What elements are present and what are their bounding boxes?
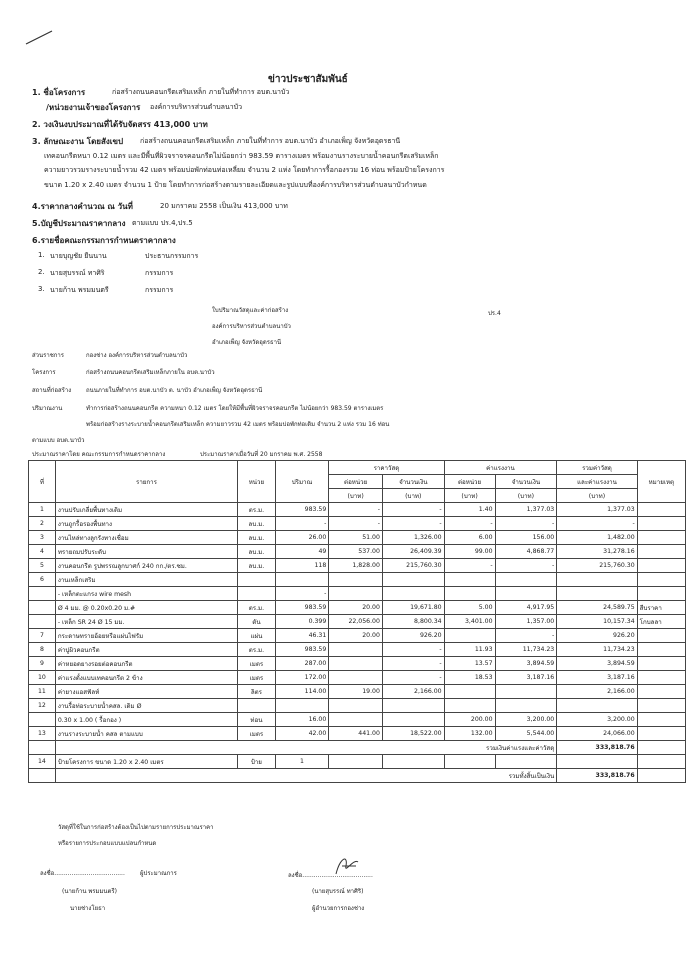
row-unit	[238, 699, 276, 713]
table-row	[29, 615, 686, 629]
item4-label: 4.ราคากลางคำนวณ ณ วันที่	[32, 202, 133, 211]
bom-org: องค์การบริหารส่วนตำบลนาบัว	[212, 323, 291, 330]
row-lu	[444, 573, 495, 587]
row-lu	[444, 629, 495, 643]
grand-total-value: 333,818.76	[557, 769, 637, 783]
row-item: - เหล็ก SR 24 Ø 15 มม.	[55, 615, 237, 629]
row-ma: 26,409.39	[382, 545, 444, 559]
row-t: 215,760.30	[557, 559, 637, 573]
row-ma: 2,166.00	[382, 685, 444, 699]
row-t: 11,734.23	[557, 643, 637, 657]
col-material-unit: ต่อหน่วย	[329, 475, 383, 489]
row-ma: 1,326.00	[382, 531, 444, 545]
table-row	[29, 755, 686, 769]
qty-value: ทำการก่อสร้างถนนคอนกรีต ความหนา 0.12 เมตร โดยให้มีพื้นที่ผิวจราจรคอนกรีต ไม่น้อยกว่า 983.59 ตารางเมตร	[86, 405, 384, 412]
grand-total-row	[29, 769, 686, 783]
table-row	[29, 517, 686, 531]
row-rm	[637, 643, 685, 657]
row-qty: 172.00	[275, 671, 329, 685]
form-code: ปร.4	[488, 310, 501, 317]
row-ma: -	[382, 517, 444, 531]
row-ma: -	[382, 671, 444, 685]
item1-label: 1. ชื่อโครงการ	[32, 88, 86, 97]
bom-district: อำเภอเพ็ญ จังหวัดอุดรธานี	[212, 339, 282, 346]
bom-title: ใบปริมาณวัสดุและค่าก่อสร้าง	[212, 307, 289, 314]
row-t	[557, 699, 637, 713]
item6-label: 6.รายชื่อคณะกรรมการกำหนดราคากลาง	[32, 236, 176, 245]
row-no: 3	[29, 531, 56, 545]
row-item: งานปรับเกลี่ยพื้นทางเดิม	[55, 503, 237, 517]
agency-value: กองช่าง องค์การบริหารส่วนตำบลนาบัว	[86, 352, 188, 359]
row-rm	[637, 657, 685, 671]
col-material-amount: จำนวนเงิน	[382, 475, 444, 489]
row-no	[29, 587, 56, 601]
row-qty: 42.00	[275, 727, 329, 741]
col-remark: หมายเหตุ	[637, 461, 685, 503]
row-lu: 132.00	[444, 727, 495, 741]
row-item: กระดาษทรายอ้อยหรือแผ่นไฟรัม	[55, 629, 237, 643]
row-item: ค่าปูผิวคอนกรีต	[55, 643, 237, 657]
row-t: 3,894.59	[557, 657, 637, 671]
row-rm: สืบราคา	[637, 601, 685, 615]
row-lu	[444, 587, 495, 601]
row-lu: 13.57	[444, 657, 495, 671]
row-qty: -	[275, 517, 329, 531]
row-unit: ตร.ม.	[238, 601, 276, 615]
row-la: 156.00	[495, 531, 557, 545]
col-labor: ค่าแรงงาน	[444, 461, 557, 475]
row-unit	[238, 587, 276, 601]
agency-label: ส่วนราชการ	[32, 352, 65, 359]
subtotal-value: 333,818.76	[557, 741, 637, 755]
row-t	[557, 573, 637, 587]
signature-left-name: (นายก้าน พรมมนตรี)	[62, 888, 117, 895]
row-la: -	[495, 629, 557, 643]
subtotal-row	[29, 741, 686, 755]
row-qty: 287.00	[275, 657, 329, 671]
row-la: 11,734.23	[495, 643, 557, 657]
row-item: ป้ายโครงการ ขนาด 1.20 x 2.40 เมตร	[55, 755, 237, 769]
table-row	[29, 503, 686, 517]
col-no: ที่	[29, 461, 56, 503]
row-la: -	[495, 559, 557, 573]
row-unit: ท่อน	[238, 713, 276, 727]
row-ma: 926.20	[382, 629, 444, 643]
table-row	[29, 629, 686, 643]
grand-total-label: รวมทั้งสิ้นเป็นเงิน	[55, 769, 556, 783]
row-item: ค่ายางแอสฟัลท์	[55, 685, 237, 699]
table-row	[29, 727, 686, 741]
row-t: 3,200.00	[557, 713, 637, 727]
row-unit: ลิตร	[238, 685, 276, 699]
row-no	[29, 601, 56, 615]
table-row	[29, 713, 686, 727]
table-row	[29, 643, 686, 657]
row-item: งานคอนกรีต รูปพรรณลูกบาศก์ 240 กก./ตร.ซม.	[55, 559, 237, 573]
signature-right-position: ผู้อำนวยการกองช่าง	[312, 905, 365, 912]
row-ma: -	[382, 657, 444, 671]
row-unit: ตัน	[238, 615, 276, 629]
col-total: รวมค่าวัสดุ	[557, 461, 637, 475]
row-t: 1,482.00	[557, 531, 637, 545]
row-rm	[637, 671, 685, 685]
row-ma	[382, 699, 444, 713]
table-row	[29, 573, 686, 587]
committee-no: 1.	[38, 251, 45, 259]
row-rm	[637, 517, 685, 531]
committee-name: นายก้าน พรมมนตรี	[50, 286, 109, 294]
row-ma: -	[382, 503, 444, 517]
site-value: ถนนภายในที่ทำการ อบต.นาบัว ต. นาบัว อำเภอเพ็ญ จังหวัดอุดรธานี	[86, 387, 263, 394]
row-la: -	[495, 517, 557, 531]
row-lu: 1.40	[444, 503, 495, 517]
row-unit: ลบ.ม.	[238, 517, 276, 531]
row-lu: 200.00	[444, 713, 495, 727]
signature-right-name: (นายสุบรรณ์ ทาศิริ)	[312, 888, 364, 895]
row-lu: 5.00	[444, 601, 495, 615]
row-no: 13	[29, 727, 56, 741]
row-t: 2,166.00	[557, 685, 637, 699]
table-row	[29, 559, 686, 573]
qty-value-2: พร้อมก่อสร้างรางระบายน้ำคอนกรีตเสริมเหล็ก ความยาวรวม 42 เมตร พร้อมบ่อพักท่อเดิม จำนวน 2 แห่ง รวม 16 ท่อน	[86, 421, 390, 428]
row-unit: เมตร	[238, 657, 276, 671]
row-ma	[382, 587, 444, 601]
col-material: ราคาวัสดุ	[329, 461, 444, 475]
row-no: 4	[29, 545, 56, 559]
col-total-2: และค่าแรงงาน	[557, 475, 637, 489]
row-mu	[329, 657, 383, 671]
row-unit: ป้าย	[238, 755, 276, 769]
row-la	[495, 699, 557, 713]
item4-text: 20 มกราคม 2558 เป็นเงิน 413,000 บาท	[160, 202, 288, 210]
row-t: 24,589.75	[557, 601, 637, 615]
item5-label: 5.บัญชีประมาณราคากลาง	[32, 219, 126, 228]
col-labor-unit: ต่อหน่วย	[444, 475, 495, 489]
row-t: 24,066.00	[557, 727, 637, 741]
row-qty: -	[275, 587, 329, 601]
committee-no: 3.	[38, 285, 45, 293]
estimate-date: ประมาณราคาเมื่อวันที่ 20 มกราคม พ.ศ. 2558	[200, 451, 323, 458]
row-t: -	[557, 517, 637, 531]
qty-label: ปริมาณงาน	[32, 405, 63, 412]
row-rm	[637, 545, 685, 559]
row-rm	[637, 531, 685, 545]
row-lu	[444, 699, 495, 713]
note-2: หรือรายการประกอบแบบแปลนกำหนด	[58, 840, 157, 847]
item2-label: 2. วงเงินงบประมาณที่ได้รับจัดสรร 413,000 บาท	[32, 120, 208, 129]
row-item: - เหล็กตะแกรง wire mesh	[55, 587, 237, 601]
qty-value-3: ตามแบบ อบต.นาบัว	[32, 437, 85, 444]
pen-mark	[24, 28, 54, 48]
row-qty: 26.00	[275, 531, 329, 545]
row-unit: ตร.ม.	[238, 503, 276, 517]
row-unit: เมตร	[238, 671, 276, 685]
col-item: รายการ	[55, 461, 237, 503]
note-1: วัสดุที่ใช้ในการก่อสร้างต้องเป็นไปตามรายการประมาณราคา	[58, 824, 214, 831]
row-lu	[444, 685, 495, 699]
row-rm	[637, 685, 685, 699]
item3-line3: ความยาวรวมรางระบายน้ำรวม 42 เมตร พร้อมบ่อพักท่อนท่อเหลี่ยม จำนวน 2 แห่ง โดยทำการรื้อกองรวม 16 ท่อน พร้อมป้ายโครงการ	[44, 166, 445, 174]
signature-right-label: ลงชื่อ.....................................	[288, 872, 373, 879]
row-no: 5	[29, 559, 56, 573]
row-unit: ลบ.ม.	[238, 531, 276, 545]
row-la	[495, 587, 557, 601]
row-la	[495, 685, 557, 699]
row-la: 1,377.03	[495, 503, 557, 517]
item3-line4: ขนาด 1.20 x 2.40 เมตร จำนวน 1 ป้าย โดยทำการก่อสร้างตามรายละเอียดและรูปแบบที่องค์การบริหารส่วนตำบลนาบัวกำหนด	[44, 181, 427, 189]
row-unit	[238, 573, 276, 587]
row-ma: 8,800.34	[382, 615, 444, 629]
row-rm: โกบลลา	[637, 615, 685, 629]
row-qty: 49	[275, 545, 329, 559]
row-qty: 983.59	[275, 643, 329, 657]
row-mu: -	[329, 517, 383, 531]
baht-label: (บาท)	[444, 489, 495, 503]
row-ma: 215,760.30	[382, 559, 444, 573]
row-qty: 16.00	[275, 713, 329, 727]
row-item: งานถูกรื้อรองพื้นทาง	[55, 517, 237, 531]
row-mu: 19.00	[329, 685, 383, 699]
baht-label: (บาท)	[495, 489, 557, 503]
col-labor-amount: จำนวนเงิน	[495, 475, 557, 489]
row-no: 12	[29, 699, 56, 713]
row-qty: 1	[275, 755, 329, 769]
row-item: งานรางระบายน้ำ คสล ตามแบบ	[55, 727, 237, 741]
table-row	[29, 601, 686, 615]
row-t: 10,157.34	[557, 615, 637, 629]
row-lu: 11.93	[444, 643, 495, 657]
row-mu	[329, 643, 383, 657]
row-no: 2	[29, 517, 56, 531]
col-qty: ปริมาณ	[275, 461, 329, 503]
row-item: ทรายถมปรับระดับ	[55, 545, 237, 559]
row-no: 7	[29, 629, 56, 643]
row-mu: -	[329, 503, 383, 517]
row-qty	[275, 573, 329, 587]
site-label: สถานที่ก่อสร้าง	[32, 387, 72, 394]
item1-text: ก่อสร้างถนนคอนกรีตเสริมเหล็ก ภายในที่ทำการ อบต.นาบัว	[112, 88, 290, 96]
row-la: 3,187.16	[495, 671, 557, 685]
baht-label: (บาท)	[329, 489, 383, 503]
committee-role: ประธานกรรมการ	[145, 252, 199, 260]
item3-label: 3. ลักษณะงาน โดยสังเขป	[32, 137, 124, 146]
row-ma	[382, 713, 444, 727]
row-lu: 18.53	[444, 671, 495, 685]
table-row	[29, 531, 686, 545]
row-ma: -	[382, 643, 444, 657]
row-rm	[637, 629, 685, 643]
committee-name: นายบุญชัย ยืนนาน	[50, 252, 107, 260]
row-mu: 20.00	[329, 629, 383, 643]
row-mu	[329, 713, 383, 727]
row-item: 0.30 x 1.00 ( รื้อกอง )	[55, 713, 237, 727]
row-qty: 46.31	[275, 629, 329, 643]
table-row	[29, 671, 686, 685]
row-qty: 118	[275, 559, 329, 573]
row-ma	[382, 573, 444, 587]
row-no: 1	[29, 503, 56, 517]
row-t: 31,278.16	[557, 545, 637, 559]
row-mu: 51.00	[329, 531, 383, 545]
row-mu	[329, 671, 383, 685]
signature-left-label: ลงชื่อ.....................................	[40, 870, 125, 877]
item5-text: ตามแบบ ปร.4,ปร.5	[132, 219, 193, 227]
row-rm	[637, 699, 685, 713]
row-rm	[637, 503, 685, 517]
row-la: 4,868.77	[495, 545, 557, 559]
row-item: งานรื้อท่อระบายน้ำคสล. เดิม Ø	[55, 699, 237, 713]
row-ma: 18,522.00	[382, 727, 444, 741]
row-qty: 0.399	[275, 615, 329, 629]
table-row	[29, 545, 686, 559]
row-unit: แผ่น	[238, 629, 276, 643]
row-mu: 537.00	[329, 545, 383, 559]
col-unit: หน่วย	[238, 461, 276, 503]
row-unit: ลบ.ม.	[238, 545, 276, 559]
row-no: 9	[29, 657, 56, 671]
row-la: 5,544.00	[495, 727, 557, 741]
row-la: 3,200.00	[495, 713, 557, 727]
row-item: งานไหล่ทางลูกรังทางเชื่อม	[55, 531, 237, 545]
page-title: ข่าวประชาสัมพันธ์	[268, 74, 348, 85]
row-t: 1,377.03	[557, 503, 637, 517]
committee-no: 2.	[38, 268, 45, 276]
row-ma: 19,671.80	[382, 601, 444, 615]
row-no: 11	[29, 685, 56, 699]
row-mu	[329, 699, 383, 713]
row-item: งานเหล็กเสริม	[55, 573, 237, 587]
row-qty: 983.59	[275, 503, 329, 517]
project-value: ก่อสร้างถนนคอนกรีตเสริมเหล็กภายใน อบต.นาบัว	[86, 369, 215, 376]
row-qty: 983.59	[275, 601, 329, 615]
row-mu	[329, 587, 383, 601]
item3-text: ก่อสร้างถนนคอนกรีตเสริมเหล็ก ภายในที่ทำการ อบต.นาบัว อำเภอเพ็ญ จังหวัดอุดรธานี	[140, 137, 401, 145]
row-t	[557, 587, 637, 601]
row-rm	[637, 713, 685, 727]
baht-label: (บาท)	[557, 489, 637, 503]
row-la: 1,357.00	[495, 615, 557, 629]
row-no: 14	[29, 755, 56, 769]
row-mu: 1,828.00	[329, 559, 383, 573]
row-mu: 20.00	[329, 601, 383, 615]
row-t: 926.20	[557, 629, 637, 643]
row-mu: 22,056.00	[329, 615, 383, 629]
row-mu	[329, 573, 383, 587]
item1b-text: องค์การบริหารส่วนตำบลนาบัว	[150, 103, 243, 111]
row-lu: -	[444, 559, 495, 573]
row-la: 3,894.59	[495, 657, 557, 671]
row-unit: ตร.ม.	[238, 643, 276, 657]
subtotal-label: รวมเงินค่าแรงและค่าวัสดุ	[55, 741, 556, 755]
item3-line2: เทคอนกรีตหนา 0.12 เมตร และมีพื้นที่ผิวจราจรคอนกรีตไม่น้อยกว่า 983.59 ตารางเมตร พร้อมงานรางระบายน้ำคอนกรีตเสริมเหล็ก	[44, 152, 439, 160]
estimator: ประมาณราคาโดย คณะกรรมการกำหนดราคากลาง	[32, 451, 166, 458]
row-item: ค่าหยอดยางรอยต่อคอนกรีต	[55, 657, 237, 671]
row-t: 3,187.16	[557, 671, 637, 685]
table-row	[29, 685, 686, 699]
row-unit: เมตร	[238, 727, 276, 741]
project-label: โครงการ	[32, 369, 56, 376]
row-no: 8	[29, 643, 56, 657]
cost-table	[28, 460, 686, 783]
row-rm	[637, 727, 685, 741]
row-item: Ø 4 มม. @ 0.20x0.20 ม.#	[55, 601, 237, 615]
row-lu: 6.00	[444, 531, 495, 545]
table-row	[29, 657, 686, 671]
row-mu: 441.00	[329, 727, 383, 741]
row-rm	[637, 573, 685, 587]
committee-name: นายสุบรรณ์ ทาศิริ	[50, 269, 105, 277]
table-row	[29, 699, 686, 713]
row-no: 6	[29, 573, 56, 587]
committee-role: กรรมการ	[145, 269, 174, 277]
row-unit: ลบ.ม.	[238, 559, 276, 573]
row-rm	[637, 587, 685, 601]
row-item: ค่าแรงตั้งแบบเทคอนกรีต 2 ข้าง	[55, 671, 237, 685]
baht-label: (บาท)	[382, 489, 444, 503]
row-lu: -	[444, 517, 495, 531]
item1b-label: /หน่วยงานเจ้าของโครงการ	[46, 103, 141, 112]
row-no: 10	[29, 671, 56, 685]
committee-role: กรรมการ	[145, 286, 174, 294]
row-rm	[637, 559, 685, 573]
row-lu: 99.00	[444, 545, 495, 559]
row-lu: 3,401.00	[444, 615, 495, 629]
row-no	[29, 713, 56, 727]
signature-left-role: ผู้ประมาณการ	[140, 870, 177, 877]
row-la: 4,917.95	[495, 601, 557, 615]
row-no	[29, 615, 56, 629]
signature-left-position: นายช่างโยธา	[70, 905, 106, 912]
table-row	[29, 587, 686, 601]
row-qty	[275, 699, 329, 713]
row-la	[495, 573, 557, 587]
row-qty: 114.00	[275, 685, 329, 699]
